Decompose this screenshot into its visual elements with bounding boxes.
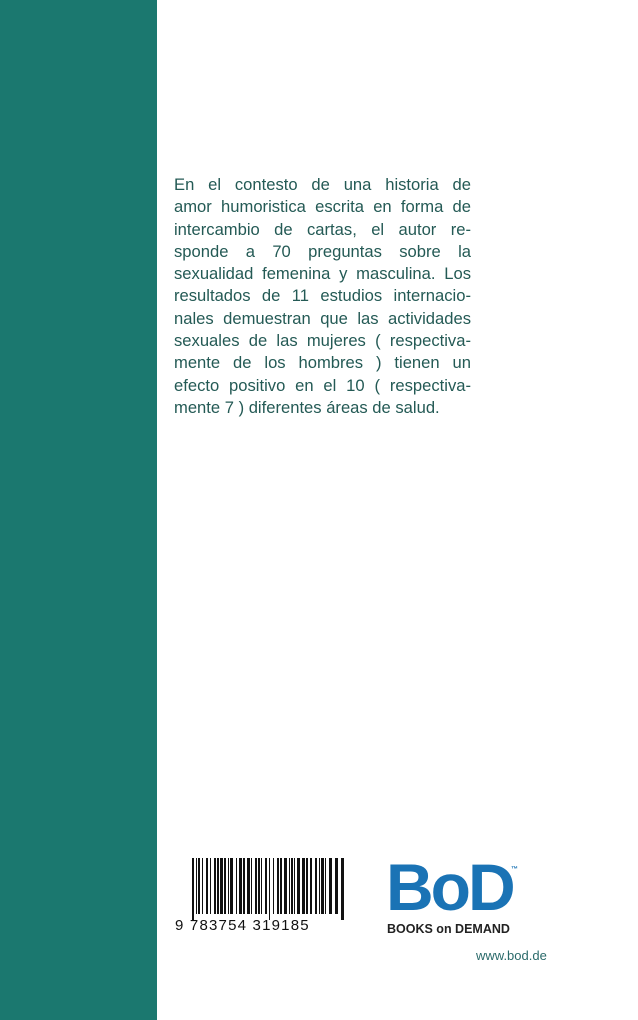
bod-logo: BoD	[386, 850, 513, 924]
cover-spine-band	[0, 0, 157, 1020]
barcode-bar	[258, 858, 260, 914]
barcode-bar	[321, 858, 324, 914]
barcode-bar	[291, 858, 293, 914]
barcode-bar	[196, 858, 197, 914]
barcode-bar	[269, 858, 270, 920]
barcode-bar	[198, 858, 200, 914]
barcode-bar	[280, 858, 282, 914]
blurb-line: resultados de 11 estudios internacio-	[174, 286, 471, 306]
blurb-line: intercambio de cartas, el autor re-	[174, 219, 471, 239]
barcode-bar	[302, 858, 305, 914]
publisher-url[interactable]: www.bod.de	[476, 948, 547, 963]
barcode-bar	[230, 858, 233, 914]
barcode-bar	[315, 858, 317, 914]
barcode-bar	[247, 858, 250, 914]
barcode-bar	[210, 858, 211, 914]
barcode-bar	[236, 858, 237, 914]
barcode-bar	[289, 858, 290, 914]
barcode-bar	[261, 858, 262, 914]
barcode-bar	[310, 858, 312, 914]
blurb-line: sponde a 70 preguntas sobre la	[174, 241, 471, 261]
blurb-line: amor humoristica escrita en forma de	[174, 197, 471, 217]
barcode-bar	[206, 858, 208, 914]
barcode-bar	[243, 858, 245, 914]
barcode-bar	[265, 858, 267, 914]
publisher-tagline: BOOKS on DEMAND	[387, 922, 510, 936]
barcode-bar	[202, 858, 203, 914]
blurb-line: sexuales de las mujeres ( respectiva-	[174, 331, 471, 351]
barcode-bar	[273, 858, 274, 914]
barcode-bar	[325, 858, 326, 914]
blurb-line: efecto positivo en el 10 ( respectiva-	[174, 375, 471, 395]
barcode-bar	[319, 858, 320, 914]
trademark-symbol: ™	[511, 866, 518, 873]
barcode-bar	[224, 858, 226, 914]
blurb-line: mente de los hombres ) tienen un	[174, 353, 471, 373]
blurb-line: sexualidad femenina y masculina. Los	[174, 264, 471, 284]
isbn-barcode	[192, 858, 344, 920]
blurb-line: En el contesto de una historia de	[174, 175, 471, 194]
barcode-bar	[341, 858, 344, 920]
back-cover-blurb	[174, 174, 471, 419]
barcode-bar	[329, 858, 332, 914]
barcode-bar	[277, 858, 279, 914]
barcode-bar	[214, 858, 216, 914]
barcode-bar	[294, 858, 295, 914]
barcode-bar	[255, 858, 257, 914]
barcode-bar	[251, 858, 252, 914]
blurb-line: mente 7 ) diferentes áreas de salud.	[174, 397, 440, 417]
barcode-bar	[192, 858, 194, 920]
barcode-bar	[284, 858, 287, 914]
barcode-bar	[335, 858, 338, 914]
blurb-line: nales demuestran que las actividades	[174, 308, 471, 328]
barcode-bar	[228, 858, 229, 914]
isbn-digits: 9 783754 319185	[175, 917, 310, 934]
barcode-bar	[217, 858, 219, 914]
barcode-bar	[297, 858, 300, 914]
barcode-bar	[239, 858, 242, 914]
barcode-bar	[220, 858, 223, 914]
barcode-bar	[306, 858, 308, 914]
